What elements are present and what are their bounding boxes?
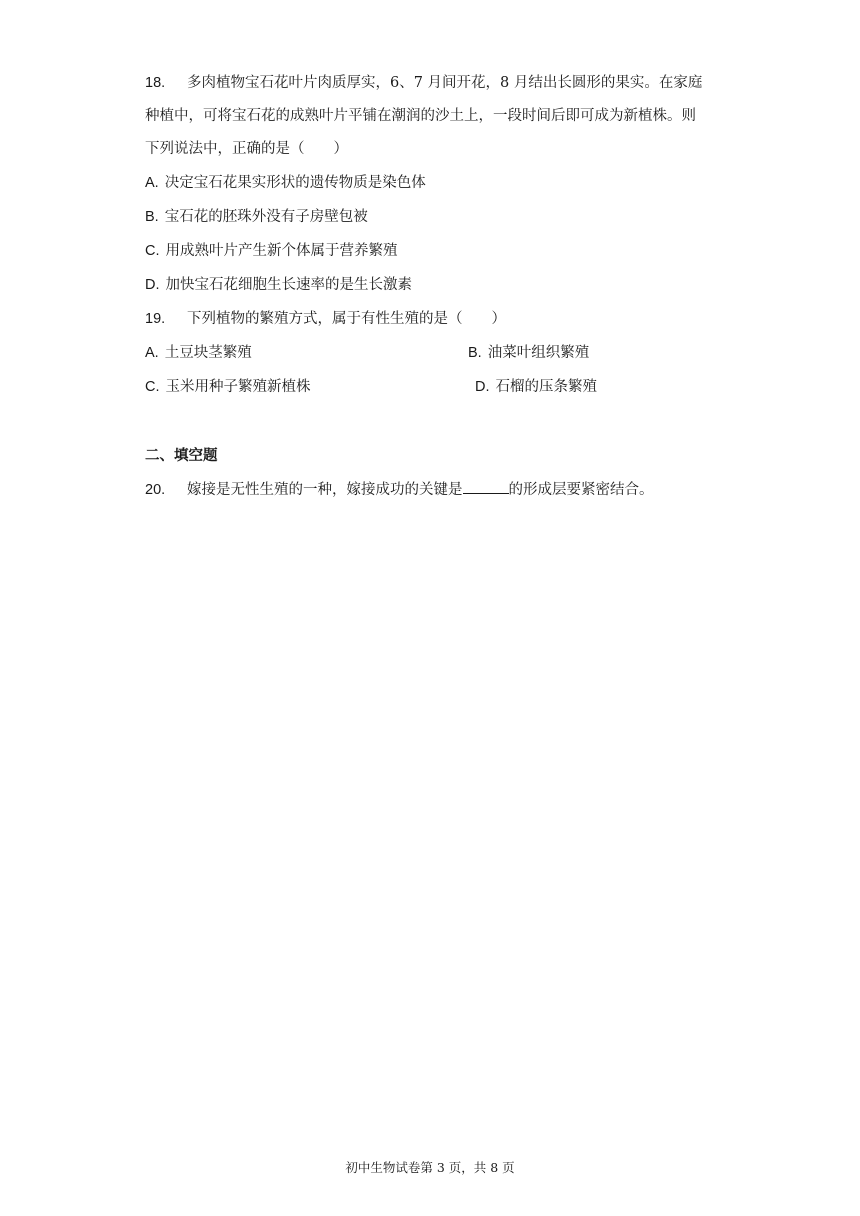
q19-option-c-text: 玉米用种子繁殖新植株 [165,379,311,395]
q18-option-d-letter: D. [145,277,160,293]
q19-option-a [145,343,252,363]
q19-option-d-text: 石榴的压条繁殖 [495,379,597,395]
section-title-fill-in: 二、填空题 [145,448,218,464]
q19-option-a-text: 土豆块茎繁殖 [164,345,252,361]
q18-line1 [145,73,702,93]
q19-option-b [468,343,589,363]
q18-number: 18. [145,75,166,91]
q20-text-before-blank: 嫁接是无性生殖的一种，嫁接成功的关键是 [187,482,463,498]
q19-stem-line [145,309,506,329]
q20-number: 20. [145,482,166,498]
q18-option-c-text: 用成熟叶片产生新个体属于营养繁殖 [165,243,398,259]
q19-option-d [475,377,597,397]
q19-option-c [145,377,311,397]
q20-line [145,479,654,500]
q18-option-b [145,207,368,227]
q19-stem: 下列植物的繁殖方式，属于有性生殖的是（ ） [187,311,506,327]
q18-stem-line1: 多肉植物宝石花叶片肉质厚实，6、7 月间开花，8 月结出长圆形的果实。在家庭 [187,75,703,91]
q18-option-c-letter: C. [145,243,160,259]
q20-text-after-blank: 的形成层要紧密结合。 [508,482,654,498]
q18-option-b-letter: B. [145,209,159,225]
q18-option-a-text: 决定宝石花果实形状的遗传物质是染色体 [164,175,426,191]
q18-option-d [145,275,412,295]
q19-option-b-letter: B. [468,345,482,361]
q19-number: 19. [145,311,166,327]
q18-stem-line3: 下列说法中，正确的是（ ） [145,141,348,157]
q18-option-a-letter: A. [145,175,159,191]
page-footer: 初中生物试卷第 3 页，共 8 页 [345,1160,515,1175]
q19-option-a-letter: A. [145,345,159,361]
q18-option-a [145,173,426,193]
q18-option-d-text: 加快宝石花细胞生长速率的是生长激素 [165,277,412,293]
q20-answer-blank[interactable] [463,479,509,494]
q18-stem-line2: 种植中，可将宝石花的成熟叶片平铺在潮润的沙土上，一段时间后即可成为新植株。则 [145,108,696,124]
q19-option-d-letter: D. [475,379,490,395]
q18-option-b-text: 宝石花的胚珠外没有子房壁包被 [164,209,368,225]
q19-option-b-text: 油菜叶组织繁殖 [487,345,590,361]
q19-option-c-letter: C. [145,379,160,395]
q18-option-c [145,241,398,261]
